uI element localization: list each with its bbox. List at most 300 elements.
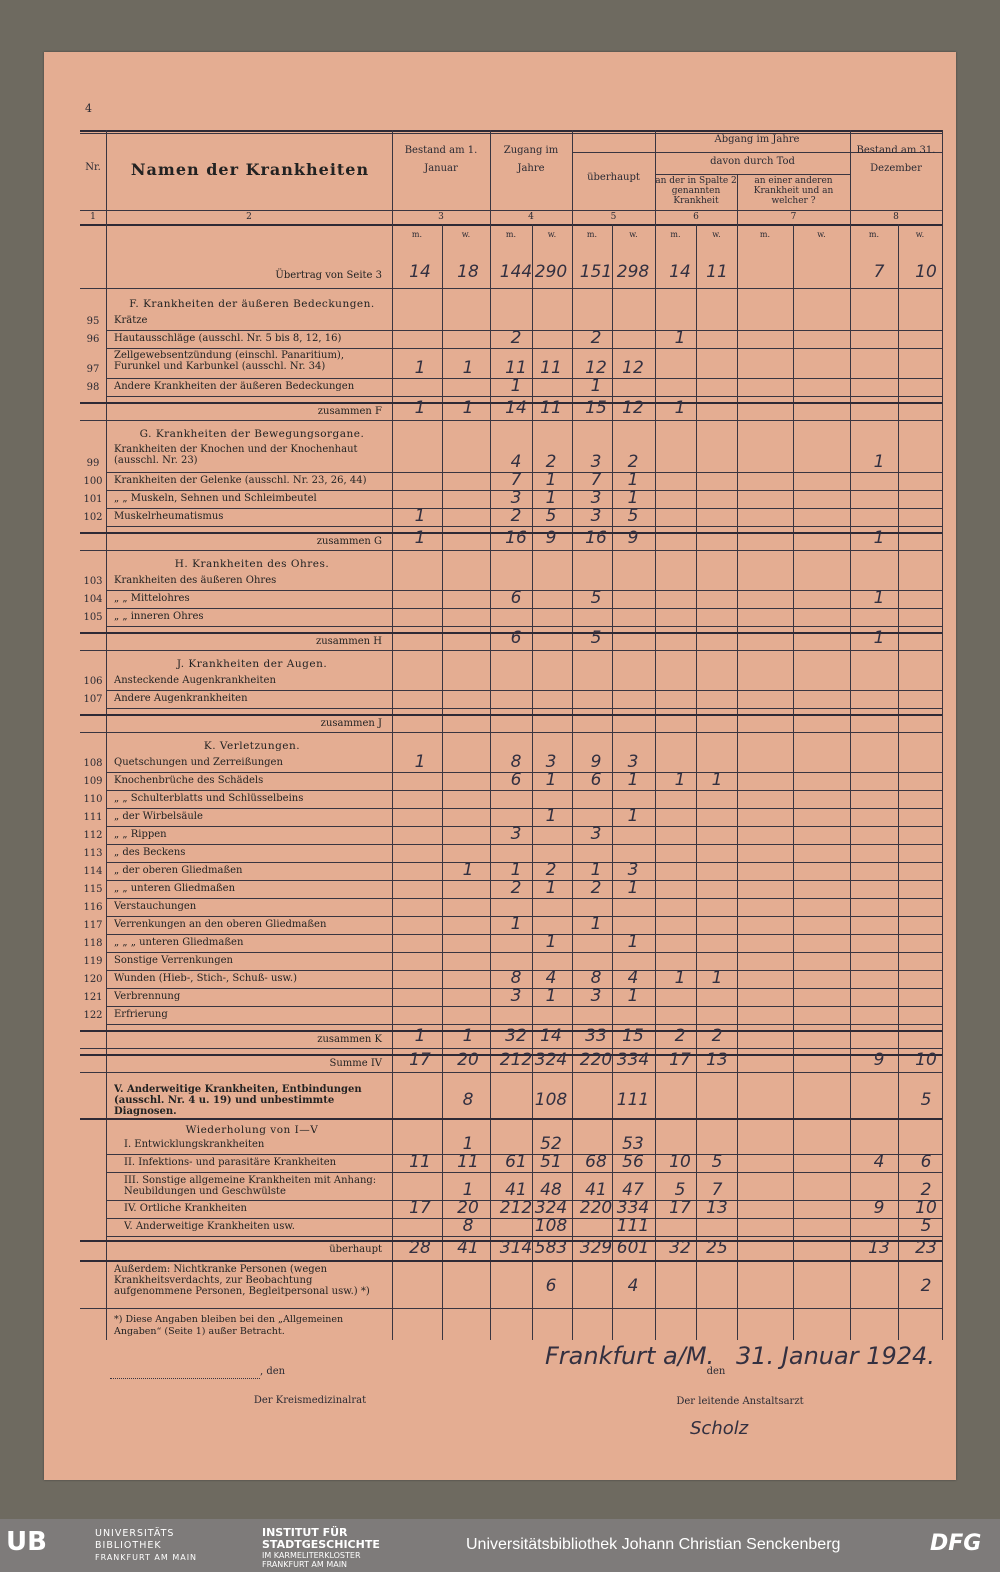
ueberhaupt-value: 23 xyxy=(915,1238,937,1258)
cell-value: 1 xyxy=(674,968,686,988)
cell-value: 8 xyxy=(590,968,602,988)
row-name: Sonstige Verrenkungen xyxy=(114,955,233,966)
uebertrag-label: Übertrag von Seite 3 xyxy=(275,270,382,281)
ueberhaupt-value: 28 xyxy=(409,1238,431,1258)
cell-value: 1 xyxy=(627,488,639,508)
cell-value: 1 xyxy=(627,770,639,790)
column-number-4: 4 xyxy=(528,212,534,222)
column-divider-0 xyxy=(106,130,107,1340)
wiederholung-cell-value: 5 xyxy=(711,1152,723,1172)
cell-value: 1 xyxy=(414,358,426,378)
date-handwritten: 31. Januar 1924. xyxy=(736,1342,935,1370)
cell-value: 3 xyxy=(545,752,557,772)
row-rule xyxy=(106,1006,942,1007)
section-heading: G. Krankheiten der Bewegungsorgane. xyxy=(139,428,365,440)
section-heading: F. Krankheiten der äußeren Bedeckungen. xyxy=(129,298,375,310)
row-number: 122 xyxy=(83,1010,103,1021)
uebertrag-value: 290 xyxy=(534,262,568,282)
sex-m-label: m. xyxy=(411,230,423,239)
cell-value: 1 xyxy=(545,806,557,826)
sum-value: 334 xyxy=(616,1050,650,1070)
sum-value: 13 xyxy=(706,1050,728,1070)
row-rule xyxy=(106,844,942,845)
sum-label: zusammen K xyxy=(317,1034,382,1045)
wiederholung-cell-value: 41 xyxy=(505,1180,527,1200)
wiederholung-heading: Wiederholung von I—V xyxy=(185,1124,319,1136)
sum-rule-bottom xyxy=(80,1072,942,1073)
sum-value: 9 xyxy=(627,528,639,548)
wiederholung-cell-value: 108 xyxy=(534,1216,568,1236)
place-handwritten: Frankfurt a/M. xyxy=(545,1342,715,1370)
row-name: „ der Wirbelsäule xyxy=(114,811,203,822)
uebertrag-value: 151 xyxy=(579,262,613,282)
wiederholung-rule xyxy=(106,1236,942,1237)
cell-value: 1 xyxy=(627,806,639,826)
row-number: 104 xyxy=(83,594,103,605)
wiederholung-rule xyxy=(106,1218,942,1219)
sum-value: 1 xyxy=(462,398,474,418)
column-number-1: 1 xyxy=(90,212,96,222)
row-rule xyxy=(106,934,942,935)
row-name: „ „ „ unteren Gliedmaßen xyxy=(114,937,244,948)
sex-w-label: w. xyxy=(547,230,557,239)
wiederholung-cell-value: 1 xyxy=(462,1180,474,1200)
wiederholung-cell-value: 61 xyxy=(505,1152,527,1172)
cell-value: 1 xyxy=(627,986,639,1006)
cell-value: 1 xyxy=(674,328,686,348)
cell-value: 12 xyxy=(622,358,644,378)
cell-value: 1 xyxy=(545,470,557,490)
row-number: 101 xyxy=(83,494,103,505)
cell-value: 11 xyxy=(505,358,527,378)
uebertrag-value: 298 xyxy=(616,262,650,282)
header-tod-spalte2: an der in Spalte 2 genannten Krankheit xyxy=(655,176,737,206)
uebertrag-value: 7 xyxy=(873,262,885,282)
cell-value: 3 xyxy=(627,860,639,880)
column-number-6: 6 xyxy=(693,212,699,222)
cell-value: 4 xyxy=(545,968,557,988)
sex-w-label: w. xyxy=(712,230,721,239)
ub-logo: UB xyxy=(6,1527,47,1557)
wiederholung-cell-value: 1 xyxy=(462,1134,474,1154)
cell-value: 6 xyxy=(590,770,602,790)
institute-line-1: INSTITUT FÜR xyxy=(262,1526,348,1539)
row-name: Verbrennung xyxy=(114,991,181,1002)
row-number: 98 xyxy=(86,382,100,393)
wiederholung-cell-value: 6 xyxy=(920,1152,932,1172)
section-v-label: V. Anderweitige Krankheiten, Entbindungen (ausschl. Nr. 4 u. 19) und unbestimmte Diagnosen. xyxy=(114,1084,362,1117)
column-number-2: 2 xyxy=(246,212,252,222)
uebertrag-value: 14 xyxy=(409,262,431,282)
wiederholung-cell-value: 47 xyxy=(622,1180,644,1200)
cell-value: 5 xyxy=(590,588,602,608)
row-number: 107 xyxy=(83,694,103,705)
column-number-3: 3 xyxy=(438,212,444,222)
cell-value: 2 xyxy=(590,328,602,348)
ueberhaupt-rule-bottom xyxy=(80,1260,942,1262)
sex-w-label: w. xyxy=(629,230,638,239)
sum-value: 1 xyxy=(414,528,426,548)
uebertrag-value: 10 xyxy=(915,262,937,282)
section-v-value: 108 xyxy=(534,1090,568,1110)
wiederholung-cell-value: 7 xyxy=(711,1180,723,1200)
ueberhaupt-value: 314 xyxy=(499,1238,533,1258)
sum-rule-bottom xyxy=(80,650,942,651)
wiederholung-cell-value: 111 xyxy=(616,1216,650,1236)
uebertrag-rule xyxy=(80,288,942,289)
wiederholung-cell-value: 17 xyxy=(409,1198,431,1218)
row-name: „ „ Muskeln, Sehnen und Schleimbeutel xyxy=(114,493,317,504)
cell-value: 1 xyxy=(873,452,885,472)
wiederholung-cell-value: 68 xyxy=(585,1152,607,1172)
institute-sub-2: FRANKFURT AM MAIN xyxy=(262,1560,348,1569)
header-bestand-jan: Bestand am 1. Januar xyxy=(404,145,478,174)
wiederholung-cell-value: 9 xyxy=(873,1198,885,1218)
cell-value: 2 xyxy=(510,506,522,526)
ueberhaupt-value: 41 xyxy=(457,1238,479,1258)
wiederholung-rule xyxy=(106,1172,942,1173)
wiederholung-cell-value: 4 xyxy=(873,1152,885,1172)
den-line xyxy=(110,1378,260,1379)
row-name: Hautausschläge (ausschl. Nr. 5 bis 8, 12, 16) xyxy=(114,333,342,344)
column-divider-4 xyxy=(655,130,656,1340)
sum-value: 16 xyxy=(505,528,527,548)
wiederholung-cell-value: 10 xyxy=(669,1152,691,1172)
sum-rule-bottom xyxy=(80,550,942,551)
institute-sub-1: IM KARMELITERKLOSTER xyxy=(262,1551,361,1560)
cell-value: 3 xyxy=(510,824,522,844)
row-name: Zellgewebsentzündung (einschl. Panaritium), Furunkel und Karbunkel (ausschl. Nr. 34) xyxy=(114,350,345,372)
wiederholung-cell-value: 51 xyxy=(540,1152,562,1172)
uebertrag-value: 144 xyxy=(499,262,533,282)
wiederholung-cell-value: 20 xyxy=(457,1198,479,1218)
column-number-8: 8 xyxy=(893,212,899,222)
row-number: 115 xyxy=(83,884,103,895)
wiederholung-cell-value: 11 xyxy=(409,1152,431,1172)
cell-value: 1 xyxy=(627,470,639,490)
cell-value: 1 xyxy=(674,770,686,790)
column-number-7: 7 xyxy=(790,212,797,222)
cell-value: 1 xyxy=(545,878,557,898)
header-tod-andere: an einer anderen Krankheit und an welcher ? xyxy=(753,176,834,206)
section-heading: J. Krankheiten der Augen. xyxy=(176,658,328,670)
wiederholung-row-name: II. Infektions- und parasitäre Krankheiten xyxy=(124,1157,337,1168)
sum-value: 15 xyxy=(622,1026,644,1046)
row-rule xyxy=(106,608,942,609)
row-number: 108 xyxy=(83,758,103,769)
sum-value: 11 xyxy=(540,398,562,418)
wiederholung-cell-value: 41 xyxy=(585,1180,607,1200)
cell-value: 1 xyxy=(545,770,557,790)
column-divider-2 xyxy=(490,130,491,1340)
sum-value: 20 xyxy=(457,1050,479,1070)
ausserdem-value: 2 xyxy=(920,1276,932,1296)
row-rule xyxy=(106,898,942,899)
wiederholung-cell-value: 48 xyxy=(540,1180,562,1200)
row-number: 120 xyxy=(83,974,103,985)
row-number: 100 xyxy=(83,476,103,487)
ueberhaupt-value: 25 xyxy=(706,1238,728,1258)
cell-value: 1 xyxy=(414,506,426,526)
cell-value: 3 xyxy=(510,488,522,508)
cell-value: 3 xyxy=(627,752,639,772)
row-name: „ des Beckens xyxy=(114,847,186,858)
cell-value: 6 xyxy=(510,588,522,608)
section-v-value: 5 xyxy=(920,1090,932,1110)
institute-line-2: STADTGESCHICHTE xyxy=(262,1538,380,1551)
sum-value: 17 xyxy=(409,1050,431,1070)
sum-rule-bottom xyxy=(80,732,942,733)
row-rule xyxy=(106,1024,942,1025)
ueberhaupt-value: 583 xyxy=(534,1238,568,1258)
row-name: Andere Krankheiten der äußeren Bedeckungen xyxy=(114,381,355,392)
row-number: 103 xyxy=(83,576,103,587)
cell-value: 1 xyxy=(545,932,557,952)
sum-label: zusammen H xyxy=(315,636,382,647)
cell-value: 9 xyxy=(590,752,602,772)
row-name: Ansteckende Augenkrankheiten xyxy=(114,675,276,686)
cell-value: 1 xyxy=(545,488,557,508)
row-number: 113 xyxy=(83,848,103,859)
row-number: 109 xyxy=(83,776,103,787)
row-name: Krankheiten der Knochen und der Knochenhaut (ausschl. Nr. 23) xyxy=(114,444,358,466)
sum-value: 1 xyxy=(873,628,885,648)
cell-value: 1 xyxy=(590,376,602,396)
wiederholung-cell-value: 52 xyxy=(540,1134,562,1154)
page-number: 4 xyxy=(85,102,92,115)
row-rule xyxy=(106,808,942,809)
cell-value: 1 xyxy=(545,986,557,1006)
sex-w-label: w. xyxy=(817,230,826,239)
section-v-rule xyxy=(80,1118,942,1120)
wiederholung-cell-value: 53 xyxy=(622,1134,644,1154)
row-name: „ „ Mittelohres xyxy=(114,593,190,604)
cell-value: 8 xyxy=(510,968,522,988)
sum-value: 33 xyxy=(585,1026,607,1046)
sex-w-label: w. xyxy=(461,230,471,239)
uebertrag-value: 14 xyxy=(669,262,691,282)
sum-value: 5 xyxy=(590,628,602,648)
sum-label: zusammen G xyxy=(316,536,382,547)
cell-value: 4 xyxy=(627,968,639,988)
cell-value: 3 xyxy=(590,506,602,526)
cell-value: 1 xyxy=(414,752,426,772)
row-name: Muskelrheumatismus xyxy=(114,511,224,522)
cell-value: 7 xyxy=(510,470,522,490)
sum-rule-bottom xyxy=(80,420,942,421)
cell-value: 1 xyxy=(510,376,522,396)
cell-value: 1 xyxy=(627,932,639,952)
institute-sub xyxy=(262,1551,361,1569)
sex-m-label: m. xyxy=(670,230,681,239)
ub-line-3: FRANKFURT AM MAIN xyxy=(95,1553,198,1562)
den-left: , den xyxy=(260,1366,286,1377)
row-rule xyxy=(106,526,942,527)
ausserdem-label: Außerdem: Nichtkranke Personen (wegen Krankheitsverdachts, zur Beobachtung aufgenommene Personen, Begleitpersonal usw.) *) xyxy=(114,1264,370,1297)
row-name: Quetschungen und Zerreißungen xyxy=(114,757,283,768)
sum-value: 16 xyxy=(585,528,607,548)
cell-value: 2 xyxy=(510,328,522,348)
wiederholung-cell-value: 5 xyxy=(920,1216,932,1236)
row-rule xyxy=(106,626,942,627)
row-number: 119 xyxy=(83,956,103,967)
uebertrag-value: 11 xyxy=(706,262,728,282)
header-top-rule xyxy=(80,130,942,132)
row-name: „ „ Schulterblatts und Schlüsselbeins xyxy=(114,793,304,804)
sum-value: 1 xyxy=(414,398,426,418)
cell-value: 3 xyxy=(510,986,522,1006)
cell-value: 5 xyxy=(627,506,639,526)
sex-m-label: m. xyxy=(759,230,771,239)
cell-value: 3 xyxy=(590,488,602,508)
cell-value: 1 xyxy=(462,860,474,880)
wiederholung-cell-value: 13 xyxy=(706,1198,728,1218)
ub-line-2: BIBLIOTHEK xyxy=(95,1540,162,1551)
cell-value: 2 xyxy=(590,878,602,898)
row-number: 110 xyxy=(83,794,103,805)
cell-value: 2 xyxy=(545,860,557,880)
sum-label: zusammen J xyxy=(320,718,382,729)
header-davon-tod: davon durch Tod xyxy=(710,156,795,167)
cell-value: 3 xyxy=(590,986,602,1006)
row-name: „ „ inneren Ohres xyxy=(114,611,204,622)
header-ueberhaupt: überhaupt xyxy=(587,172,640,183)
sex-m-label: m. xyxy=(505,230,517,239)
wiederholung-row-name: IV. Örtliche Krankheiten xyxy=(124,1203,247,1214)
sum-value: 14 xyxy=(540,1026,562,1046)
row-rule xyxy=(106,790,942,791)
row-number: 105 xyxy=(83,612,103,623)
cell-value: 2 xyxy=(627,452,639,472)
sum-value: 1 xyxy=(873,528,885,548)
ueberhaupt-value: 32 xyxy=(669,1238,691,1258)
cell-value: 4 xyxy=(510,452,522,472)
row-name: Andere Augenkrankheiten xyxy=(114,693,248,704)
row-number: 114 xyxy=(83,866,103,877)
row-rule xyxy=(106,396,942,397)
wiederholung-cell-value: 212 xyxy=(499,1198,533,1218)
header-name: Namen der Krankheiten xyxy=(130,160,370,179)
sum-value: 1 xyxy=(462,1026,474,1046)
sum-value: 12 xyxy=(622,398,644,418)
row-rule xyxy=(106,708,942,709)
row-number: 96 xyxy=(86,334,100,345)
wiederholung-cell-value: 324 xyxy=(534,1198,568,1218)
sex-m-label: m. xyxy=(868,230,880,239)
cell-value: 2 xyxy=(545,452,557,472)
library-name: Universitätsbibliothek Johann Christian Senckenberg xyxy=(466,1536,841,1553)
wiederholung-cell-value: 220 xyxy=(579,1198,613,1218)
sum-value: 9 xyxy=(873,1050,885,1070)
footnote: *) Diese Angaben bleiben bei den „Allgemeinen Angaben“ (Seite 1) außer Betracht. xyxy=(114,1314,344,1337)
footer-bar xyxy=(0,1519,1000,1572)
row-number: 102 xyxy=(83,512,103,523)
row-number: 97 xyxy=(86,364,100,375)
sum-value: 6 xyxy=(510,628,522,648)
row-name: Wunden (Hieb-, Stich-, Schuß- usw.) xyxy=(114,973,298,984)
sum-label: zusammen F xyxy=(317,406,382,417)
wiederholung-row-name: III. Sonstige allgemeine Krankheiten mit Anhang: Neubildungen und Geschwülste xyxy=(124,1175,377,1197)
sum-value: 9 xyxy=(545,528,557,548)
column-divider-3 xyxy=(572,130,573,1340)
row-name: Erfrierung xyxy=(114,1009,168,1020)
header-abgang: Abgang im Jahre xyxy=(714,134,800,145)
ausserdem-value: 6 xyxy=(545,1276,557,1296)
wiederholung-cell-value: 2 xyxy=(920,1180,932,1200)
sum-rule-bottom xyxy=(80,1048,942,1049)
signature-handwritten: Scholz xyxy=(690,1418,749,1439)
row-number: 117 xyxy=(83,920,103,931)
cell-value: 1 xyxy=(510,860,522,880)
cell-value: 1 xyxy=(462,358,474,378)
wiederholung-cell-value: 11 xyxy=(457,1152,479,1172)
sum-label: Summe IV xyxy=(329,1058,382,1069)
row-number: 111 xyxy=(83,812,103,823)
cell-value: 1 xyxy=(627,878,639,898)
dfg-logo: DFG xyxy=(930,1531,982,1556)
cell-value: 6 xyxy=(510,770,522,790)
wiederholung-cell-value: 8 xyxy=(462,1216,474,1236)
wiederholung-row-name: I. Entwicklungskrankheiten xyxy=(124,1139,265,1150)
row-number: 112 xyxy=(83,830,103,841)
sum-value: 220 xyxy=(579,1050,613,1070)
sum-value: 1 xyxy=(674,398,686,418)
uebertrag-value: 18 xyxy=(457,262,479,282)
ueberhaupt-value: 601 xyxy=(616,1238,650,1258)
cell-value: 7 xyxy=(590,470,602,490)
cell-value: 8 xyxy=(510,752,522,772)
ueberhaupt-value: 13 xyxy=(868,1238,890,1258)
header-bestand-dez: Bestand am 31. Dezember xyxy=(856,145,936,174)
sum-value: 212 xyxy=(499,1050,533,1070)
sum-rule-top xyxy=(80,714,942,716)
cell-value: 2 xyxy=(510,878,522,898)
row-name: Krankheiten des äußeren Ohres xyxy=(114,575,277,586)
row-name: Knochenbrüche des Schädels xyxy=(114,775,264,786)
header-number-rule xyxy=(80,210,942,211)
sum-value: 10 xyxy=(915,1050,937,1070)
cell-value: 11 xyxy=(540,358,562,378)
wiederholung-cell-value: 56 xyxy=(622,1152,644,1172)
ub-line-1: UNIVERSITÄTS xyxy=(95,1528,175,1539)
row-name: Verstauchungen xyxy=(114,901,197,912)
wiederholung-cell-value: 17 xyxy=(669,1198,691,1218)
row-name: Krätze xyxy=(114,315,148,326)
sum-value: 15 xyxy=(585,398,607,418)
row-number: 118 xyxy=(83,938,103,949)
wiederholung-row-name: V. Anderweitige Krankheiten usw. xyxy=(124,1221,295,1232)
ausserdem-value: 4 xyxy=(627,1276,639,1296)
row-number: 99 xyxy=(86,458,100,469)
row-name: „ der oberen Gliedmaßen xyxy=(114,865,243,876)
ausserdem-rule xyxy=(80,1308,942,1309)
arzt-label: Der leitende Anstaltsarzt xyxy=(676,1396,804,1407)
header-zugang: Zugang im Jahre xyxy=(503,145,559,174)
row-name: „ „ Rippen xyxy=(114,829,167,840)
cell-value: 5 xyxy=(545,506,557,526)
row-rule xyxy=(106,952,942,953)
ueberhaupt-label: überhaupt xyxy=(329,1244,382,1255)
sum-value: 14 xyxy=(505,398,527,418)
cell-value: 1 xyxy=(711,770,723,790)
row-number: 95 xyxy=(86,316,100,327)
cell-value: 12 xyxy=(585,358,607,378)
sum-value: 2 xyxy=(711,1026,723,1046)
header-nr: Nr. xyxy=(85,162,101,173)
column-divider-5 xyxy=(850,130,851,1340)
wiederholung-cell-value: 10 xyxy=(915,1198,937,1218)
column-number-5: 5 xyxy=(610,212,617,222)
